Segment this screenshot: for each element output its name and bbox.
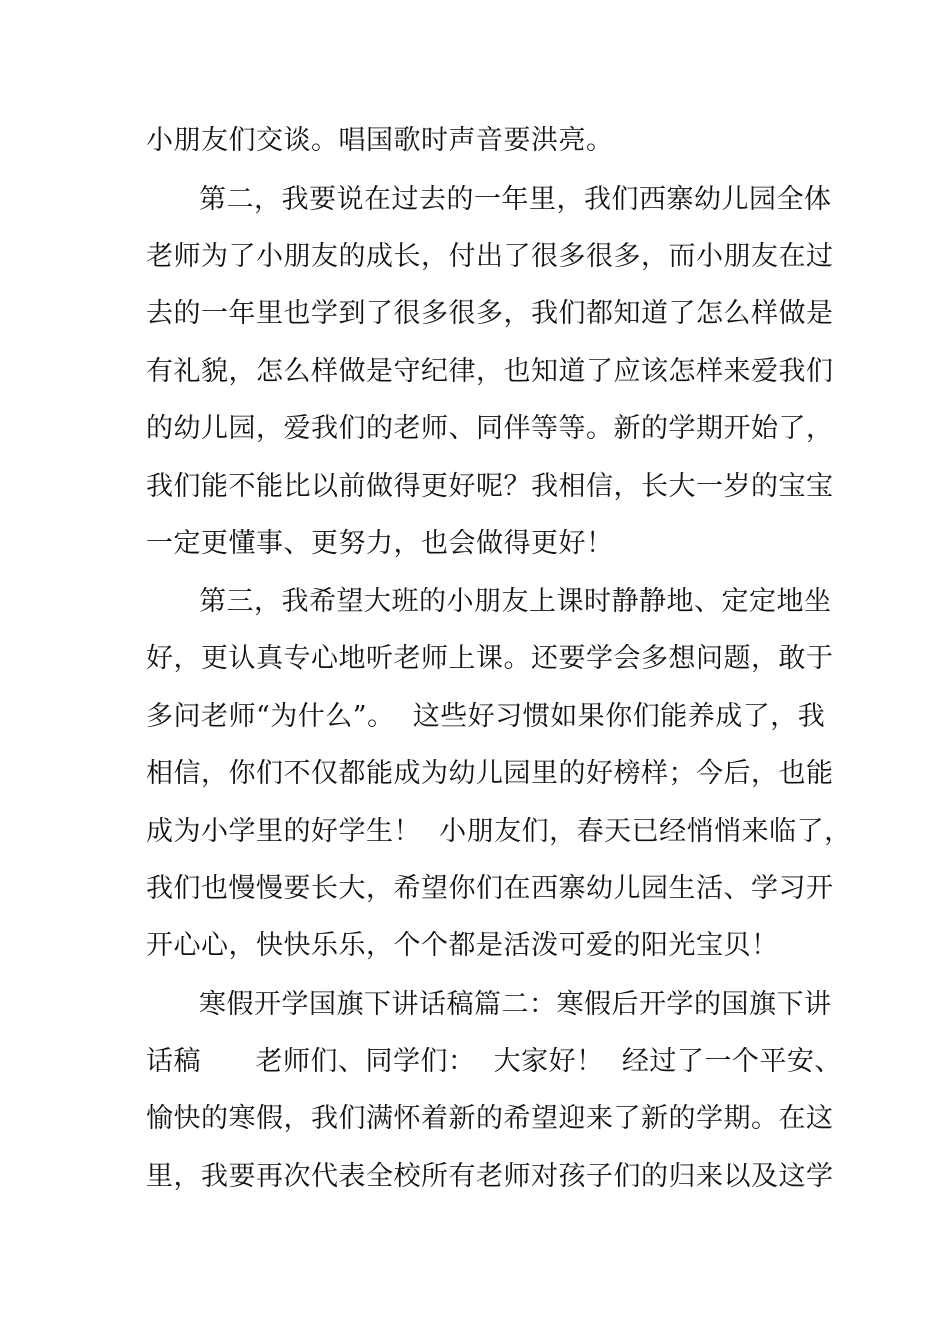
text-line: 成为小学里的好学生！ 小朋友们，春天已经悄悄来临了，: [146, 816, 852, 847]
text-line: 多问老师“为什么”。 这些好习惯如果你们能养成了，我: [146, 701, 826, 732]
text-line: 开心心，快快乐乐，个个都是活泼可爱的阳光宝贝！: [146, 930, 779, 961]
text-line: 第二，我要说在过去的一年里，我们西寨幼儿园全体: [199, 184, 832, 215]
text-line: 好，更认真专心地听老师上课。还要学会多想问题，敢于: [146, 643, 834, 674]
text-line: 寒假开学国旗下讲话稿篇二：寒假后开学的国旗下讲: [199, 989, 832, 1020]
text-line: 老师为了小朋友的成长，付出了很多很多，而小朋友在过: [146, 241, 834, 272]
text-line: 小朋友们交谈。唱国歌时声音要洪亮。: [146, 125, 614, 156]
text-line: 我们也慢慢要长大，希望你们在西寨幼儿园生活、学习开: [146, 873, 834, 904]
text-line: 第三，我希望大班的小朋友上课时静静地、定定地坐: [199, 586, 832, 617]
text-line: 相信，你们不仅都能成为幼儿园里的好榜样；今后，也能: [146, 758, 834, 789]
text-line: 有礼貌，怎么样做是守纪律，也知道了应该怎样来爱我们: [146, 356, 834, 387]
text-line: 话稿 老师们、同学们： 大家好！ 经过了一个平安、: [146, 1046, 842, 1077]
text-line: 一定更懂事、更努力，也会做得更好！: [146, 528, 614, 559]
text-line: 的幼儿园，爱我们的老师、同伴等等。新的学期开始了，: [146, 413, 834, 444]
text-line: 我们能不能比以前做得更好呢？我相信，长大一岁的宝宝: [146, 471, 834, 502]
text-line: 里，我要再次代表全校所有老师对孩子们的归来以及这学: [146, 1161, 834, 1192]
text-line: 愉快的寒假，我们满怀着新的希望迎来了新的学期。在这: [146, 1103, 834, 1134]
text-line: 去的一年里也学到了很多很多，我们都知道了怎么样做是: [146, 298, 834, 329]
